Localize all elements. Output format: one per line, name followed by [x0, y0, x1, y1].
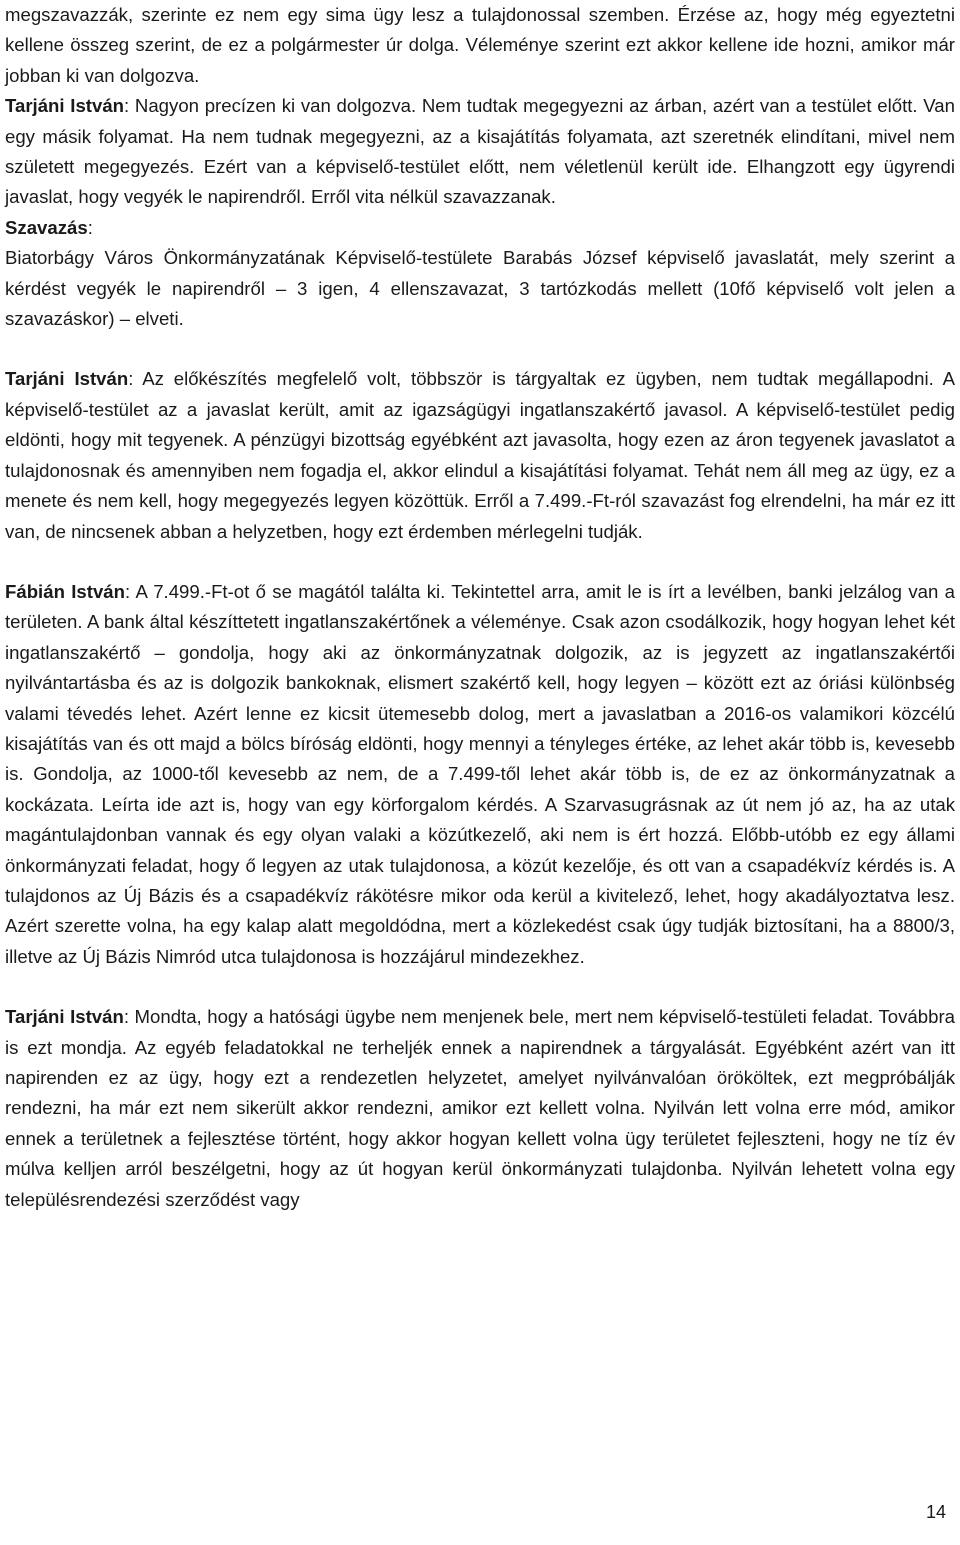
paragraph [5, 1002, 955, 1215]
speaker-name: Tarjáni István [5, 368, 129, 390]
speaker-separator: : [123, 1006, 135, 1028]
speaker-name: Tarjáni István [5, 1006, 124, 1028]
paragraph-text: megszavazzák, szerinte ez nem egy sima ügy lesz a tulajdonossal szemben. Érzése az, hogy még egyeztetni kellene összeg szerint, de ez a polgármester úr dolga. Véleménye szerint ezt akkor kellene ide hozni, amikor már jobban ki van dolgozva. [5, 4, 955, 86]
speaker-name: Tarjáni István [5, 95, 125, 117]
page-number: 14 [925, 1502, 946, 1522]
paragraph-text: A 7.499.-Ft-ot ő se magától találta ki. Tekintettel arra, amit le is írt a levélben, banki jelzálog van a területen. A bank által készíttetett ingatlanszakértőnek a véleménye. Csak azon csodálkozik, hogy hogyan lehet két ingatlanszakértő – gondolja, hogy aki az önkormányzatnak dolgozik, az is jegyzett az ingatlanszakértői nyilvántartásba és az is dolgozik bankoknak, elismert szakértő kell, hogy legyen – között ezt az óriási különbség valami tévedés lehet. Azért lenne ez kicsit ütemesebb dolog, mert a javaslatban a 2016-os valamikori közcélú kisajátítás van és ott majd a bölcs bíróság eldönti, hogy mennyi a tényleges értéke, az lehet akár több is, kevesebb is. Gondolja, az 1000-től kevesebb az nem, de a 7.499-től lehet akár több is, de ez az önkormányzatnak a kockázata. Leírta ide azt is, hogy van egy körforgalom kérdés. A Szarvasugrásnak az út nem jó az, ha az utak magántulajdonban vannak és egy olyan valaki a közútkezelő, aki nem is ért hozzá. Előbb-utóbb ez egy állami önkormányzati feladat, hogy ő legyen az utak tulajdonosa, a közút kezelője, és ott van a csapadékvíz kérdés is. A tulajdonos az Új Bázis és a csapadékvíz rákötésre mikor oda kerül a kivitelező, lehet, hogy akadályoztatva lesz. Azért szerette volna, ha egy kalap alatt megoldódna, mert a közlekedést csak úgy tudják biztosítani, ha a 8800/3, illetve az Új Bázis Nimród utca tulajdonosa is hozzájárul mindezekhez. [5, 580, 956, 967]
paragraph-text: Biatorbágy Város Önkormányzatának Képviselő-testülete Barabás József képviselő javaslatát, mely szerint a kérdést vegyék le napirendről – 3 igen, 4 ellenszavazat, 3 tartózkodás mellett (10fő képviselő volt jelen a szavazáskor) – elveti. [5, 247, 955, 330]
paragraph [5, 577, 955, 972]
vote-heading [5, 213, 955, 243]
speaker-name: Fábián István [5, 580, 125, 602]
paragraph-text: Mondta, hogy a hatósági ügybe nem menjenek bele, mert nem képviselő-testületi feladat. Továbbra is ezt mondja. Az egyéb feladatokkal ne terheljék ennek a napirendnek a tárgyalását. Egyébként azért van itt napirenden ez az ügy, hogy ezt a rendezetlen helyzetet, amelyet nyilvánvalóan örököltek, ezt megpróbálják rendezni, ha már ezt nem sikerült akkor rendezni, amikor ezt kellett volna. Nyilván lett volna erre mód, amikor ennek a területnek a fejlesztése történt, hogy akkor hogyan kellett volna ügy területet fejleszteni, hogy ne tíz év múlva kelljen arról beszélgetni, hogy az út hogyan kerül önkormányzati tulajdonba. Nyilván lehetett volna egy településrendezési szerződést vagy [5, 1006, 955, 1210]
paragraph-text: Az előkészítés megfelelő volt, többször is tárgyaltak ez ügyben, nem tudtak megállapodni. A képviselő-testület az a javaslat került, amit az igazságügyi ingatlanszakértő javasol. A képviselő-testület pedig eldönti, hogy mit tegyenek. A pénzügyi bizottság egyébként azt javasolta, hogy ezen az áron tegyenek javaslatot a tulajdonosnak és amennyiben nem fogadja el, akkor elindul a kisajátítási folyamat. Tehát nem áll meg az ügy, ez a menete és nem kell, hogy megegyezés legyen közöttük. Erről a 7.499.-Ft-ról szavazást fog elrendelni, ha már ez itt van, de nincsenek abban a helyzetben, hogy ezt érdemben mérlegelni tudják. [5, 368, 955, 542]
document-page [5, 0, 955, 1215]
speaker-separator: : [124, 95, 135, 117]
vote-label: Szavazás [5, 216, 88, 238]
paragraph-text: Nagyon precízen ki van dolgozva. Nem tudtak megegyezni az árban, azért van a testület előtt. Van egy másik folyamat. Ha nem tudnak megegyezni, az a kisajátítás folyamata, azt szeretnék elindítani, mivel nem született megegyezés. Ezért van a képviselő-testület előtt, nem véletlenül került ide. Elhangzott egy ügyrendi javaslat, hogy vegyék le napirendről. Erről vita nélkül szavazzanak. [5, 95, 955, 208]
speaker-separator: : [128, 368, 143, 390]
paragraph [5, 243, 955, 334]
vote-separator: : [87, 216, 93, 238]
speaker-separator: : [125, 580, 136, 602]
paragraph [5, 364, 955, 546]
paragraph [5, 0, 955, 91]
paragraph [5, 91, 955, 213]
